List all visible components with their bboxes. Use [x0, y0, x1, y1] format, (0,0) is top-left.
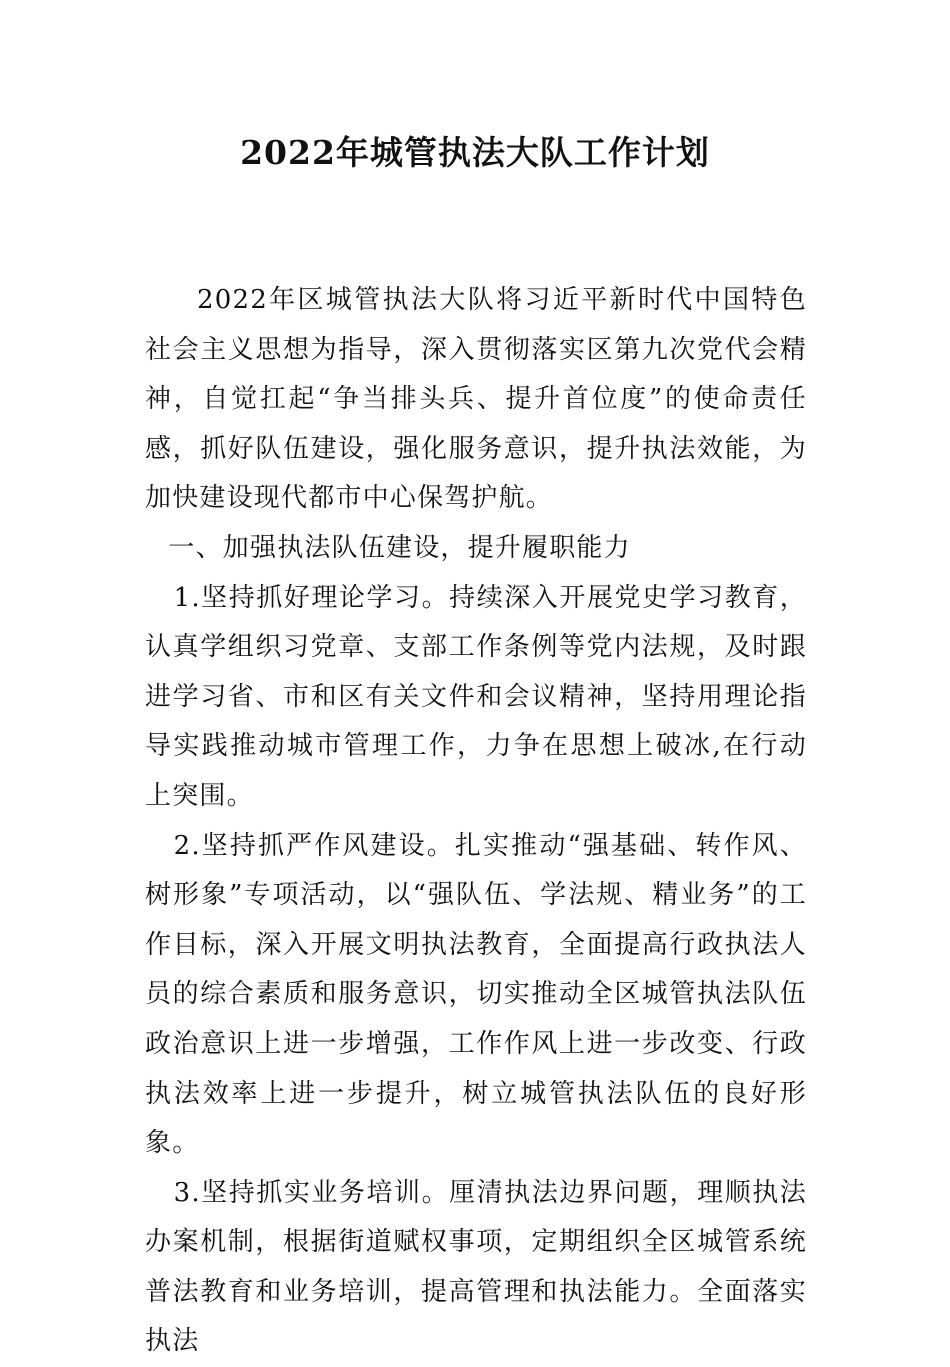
item-paragraph-1: 1.坚持抓好理论学习。持续深入开展党史学习教育，认真学组织习党章、支部工作条例等党内法规，及时跟进学习省、市和区有关文件和会议精神，坚持用理论指导实践推动城市管理工作，力争在思想上破冰,在行动上突围。 — [145, 582, 807, 811]
document-body — [145, 276, 807, 1367]
item-paragraph-2: 2.坚持抓严作风建设。扎实推动“强基础、转作风、树形象”专项活动，以“强队伍、学法规、精业务”的工作目标，深入开展文明执法教育，全面提高行政执法人员的综合素质和服务意识，切实推动全区城管执法队伍政治意识上进一步增强，工作作风上进一步改变、行政执法效率上进一步提升，树立城管执法队伍的良好形象。 — [145, 830, 807, 1159]
item-paragraph-3: 3.坚持抓实业务培训。厘清执法边界问题，理顺执法办案机制，根据街道赋权事项，定期组织全区城管系统普法教育和业务培训，提高管理和执法能力。全面落实执法 — [145, 1177, 807, 1357]
intro-paragraph: 2022年区城管执法大队将习近平新时代中国特色社会主义思想为指导，深入贯彻落实区第九次党代会精神，自觉扛起“争当排头兵、提升首位度”的使命责任感，抓好队伍建设，强化服务意识，提升执法效能，为加快建设现代都市中心保驾护航。 — [145, 285, 807, 514]
section-heading: 一、加强执法队伍建设，提升履职能力 — [168, 532, 631, 563]
document-title: 2022年城管执法大队工作计划 — [240, 133, 710, 172]
